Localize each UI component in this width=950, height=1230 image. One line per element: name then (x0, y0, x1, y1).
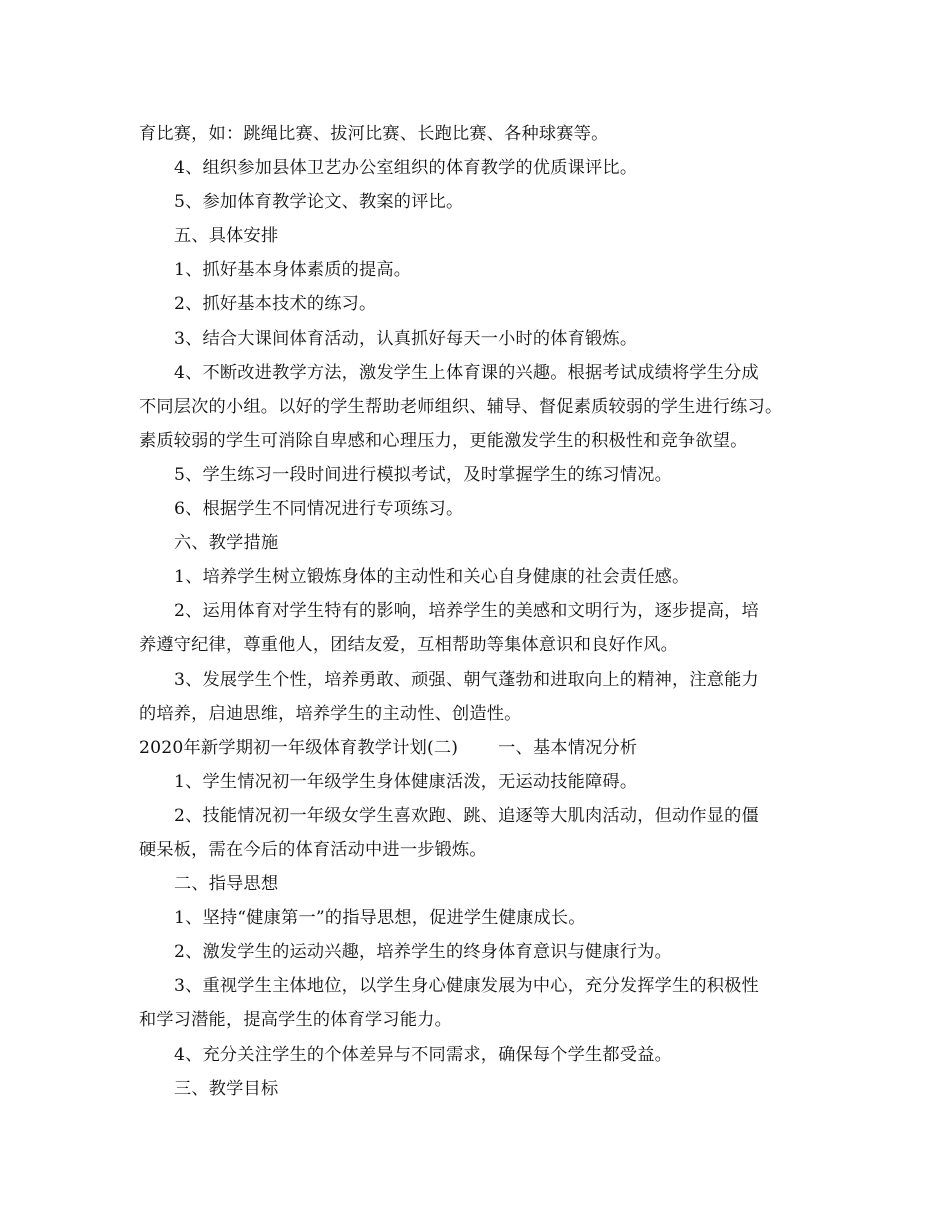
text-line: 5、学生练习一段时间进行模拟考试，及时掌握学生的练习情况。 (174, 464, 672, 485)
text-line: 素质较弱的学生可消除自卑感和心理压力，更能激发学生的积极性和竞争欲望。 (139, 430, 748, 451)
text-line: 3、发展学生个性，培养勇敢、顽强、朝气蓬勃和进取向上的精神，注意能力 (174, 669, 759, 690)
text-line: 3、结合大课间体育活动，认真抓好每天一小时的体育锻炼。 (174, 328, 638, 349)
text-line: 和学习潜能，提高学生的体育学习能力。 (139, 1010, 452, 1031)
document-body (139, 117, 819, 1106)
text-line: 5、参加体育教学论文、教案的评比。 (174, 192, 464, 213)
text-line: 的培养，启迪思维，培养学生的主动性、创造性。 (139, 703, 522, 724)
text-line: 1、学生情况初一年级学生身体健康活泼，无运动技能障碍。 (174, 771, 638, 792)
text-line: 1、培养学生树立锻炼身体的主动性和关心自身健康的社会责任感。 (174, 567, 690, 588)
text-line: 养遵守纪律，尊重他人，团结友爱，互相帮助等集体意识和良好作风。 (139, 635, 679, 656)
text-line: 2、激发学生的运动兴趣，培养学生的终身体育意识与健康行为。 (174, 942, 672, 963)
title-gap (458, 731, 498, 765)
text-line: 2、技能情况初一年级女学生喜欢跑、跳、追逐等大肌肉活动，但动作显的僵 (174, 805, 759, 826)
plan-title: 2020年新学期初一年级体育教学计划(二) (139, 737, 459, 758)
text-line: 4、不断改进教学方法，激发学生上体育课的兴趣。根据考试成绩将学生分成 (174, 362, 759, 383)
text-line: 2、抓好基本技术的练习。 (174, 294, 377, 315)
text-line: 1、抓好基本身体素质的提高。 (174, 260, 412, 281)
paragraph-block-1 (139, 117, 819, 731)
text-line: 二、指导思想 (174, 874, 279, 895)
text-line: 硬呆板，需在今后的体育活动中进一步锻炼。 (139, 839, 487, 860)
text-line: 4、组织参加县体卫艺办公室组织的体育教学的优质课评比。 (174, 158, 638, 179)
text-line: 不同层次的小组。以好的学生帮助老师组织、辅导、督促素质较弱的学生进行练习。 (139, 396, 783, 417)
text-line: 六、教学措施 (174, 533, 279, 554)
text-line: 三、教学目标 (174, 1078, 279, 1099)
text-line: 五、具体安排 (174, 226, 279, 247)
text-line: 1、坚持“健康第一”的指导思想，促进学生健康成长。 (174, 908, 586, 929)
text-line: 3、重视学生主体地位，以学生身心健康发展为中心，充分发挥学生的积极性 (174, 976, 759, 997)
text-line: 育比赛，如：跳绳比赛、拔河比赛、长跑比赛、各种球赛等。 (139, 124, 609, 144)
text-line: 2、运用体育对学生特有的影响，培养学生的美感和文明行为，逐步提高，培 (174, 601, 759, 622)
text-line: 4、充分关注学生的个体差异与不同需求，确保每个学生都受益。 (174, 1044, 672, 1065)
text-line: 6、根据学生不同情况进行专项练习。 (174, 499, 464, 520)
section-title-line (139, 731, 819, 765)
section-heading: 一、基本情况分析 (498, 737, 638, 758)
paragraph-block-2 (139, 765, 819, 1106)
